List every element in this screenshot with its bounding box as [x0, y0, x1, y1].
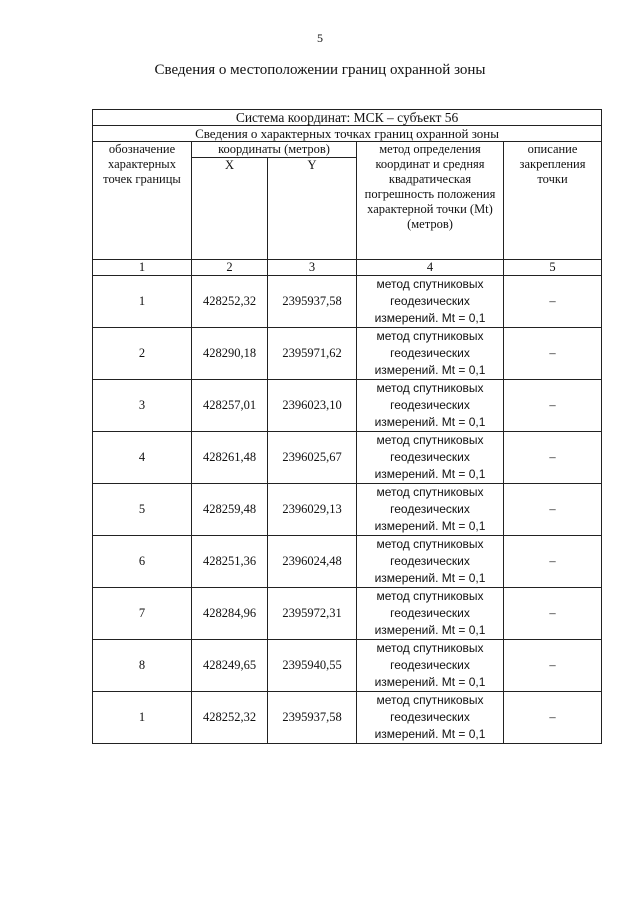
x-coordinate-cell: 428261,48 [192, 432, 268, 484]
x-coordinate-cell: 428252,32 [192, 692, 268, 744]
header-description: описание закрепления точки [504, 142, 602, 260]
header-y: Y [268, 158, 357, 260]
description-cell: – [504, 432, 602, 484]
description-cell: – [504, 276, 602, 328]
description-cell: – [504, 640, 602, 692]
table-row [93, 484, 602, 536]
table-row [93, 432, 602, 484]
coordinates-table [92, 109, 602, 744]
method-cell: метод спутниковых геодезических измерений. Mt = 0,1 [357, 432, 504, 484]
table-row [93, 640, 602, 692]
point-cell: 6 [93, 536, 192, 588]
method-cell: метод спутниковых геодезических измерений. Mt = 0,1 [357, 588, 504, 640]
x-coordinate-cell: 428259,48 [192, 484, 268, 536]
column-number: 1 [93, 260, 192, 276]
table-row [93, 380, 602, 432]
y-coordinate-cell: 2395937,58 [268, 692, 357, 744]
table-body [93, 276, 602, 744]
x-coordinate-cell: 428251,36 [192, 536, 268, 588]
x-coordinate-cell: 428284,96 [192, 588, 268, 640]
x-coordinate-cell: 428252,32 [192, 276, 268, 328]
y-coordinate-cell: 2395971,62 [268, 328, 357, 380]
description-cell: – [504, 380, 602, 432]
point-cell: 4 [93, 432, 192, 484]
method-cell: метод спутниковых геодезических измерений. Mt = 0,1 [357, 536, 504, 588]
coord-system-header: Система координат: МСК – субъект 56 [93, 110, 602, 126]
column-number-row [93, 260, 602, 276]
x-coordinate-cell: 428290,18 [192, 328, 268, 380]
column-number: 5 [504, 260, 602, 276]
description-cell: – [504, 328, 602, 380]
table-row [93, 276, 602, 328]
y-coordinate-cell: 2395940,55 [268, 640, 357, 692]
method-cell: метод спутниковых геодезических измерений. Mt = 0,1 [357, 484, 504, 536]
method-cell: метод спутниковых геодезических измерений. Mt = 0,1 [357, 276, 504, 328]
table-subtitle: Сведения о характерных точках границ охранной зоны [93, 126, 602, 142]
page-number: 5 [317, 31, 323, 45]
description-cell: – [504, 692, 602, 744]
description-cell: – [504, 588, 602, 640]
column-number: 2 [192, 260, 268, 276]
y-coordinate-cell: 2396029,13 [268, 484, 357, 536]
header-x: X [192, 158, 268, 260]
table-row [93, 588, 602, 640]
y-coordinate-cell: 2395972,31 [268, 588, 357, 640]
column-number: 4 [357, 260, 504, 276]
point-cell: 8 [93, 640, 192, 692]
point-cell: 3 [93, 380, 192, 432]
header-coordinates: координаты (метров) [192, 142, 357, 158]
table-row [93, 328, 602, 380]
point-cell: 2 [93, 328, 192, 380]
method-cell: метод спутниковых геодезических измерений. Mt = 0,1 [357, 640, 504, 692]
y-coordinate-cell: 2395937,58 [268, 276, 357, 328]
point-cell: 5 [93, 484, 192, 536]
method-cell: метод спутниковых геодезических измерений. Mt = 0,1 [357, 380, 504, 432]
method-cell: метод спутниковых геодезических измерений. Mt = 0,1 [357, 328, 504, 380]
y-coordinate-cell: 2396024,48 [268, 536, 357, 588]
table-row [93, 536, 602, 588]
table-row [93, 692, 602, 744]
header-designation: обозначение характерных точек границы [93, 142, 192, 260]
x-coordinate-cell: 428249,65 [192, 640, 268, 692]
column-number: 3 [268, 260, 357, 276]
point-cell: 1 [93, 276, 192, 328]
description-cell: – [504, 536, 602, 588]
point-cell: 1 [93, 692, 192, 744]
description-cell: – [504, 484, 602, 536]
y-coordinate-cell: 2396023,10 [268, 380, 357, 432]
y-coordinate-cell: 2396025,67 [268, 432, 357, 484]
x-coordinate-cell: 428257,01 [192, 380, 268, 432]
header-method: метод определения координат и средняя квадратическая погрешность положения характерной точки (Mt) (метров) [357, 142, 504, 260]
method-cell: метод спутниковых геодезических измерений. Mt = 0,1 [357, 692, 504, 744]
point-cell: 7 [93, 588, 192, 640]
page-title: Сведения о местоположении границ охранной зоны [154, 62, 486, 78]
